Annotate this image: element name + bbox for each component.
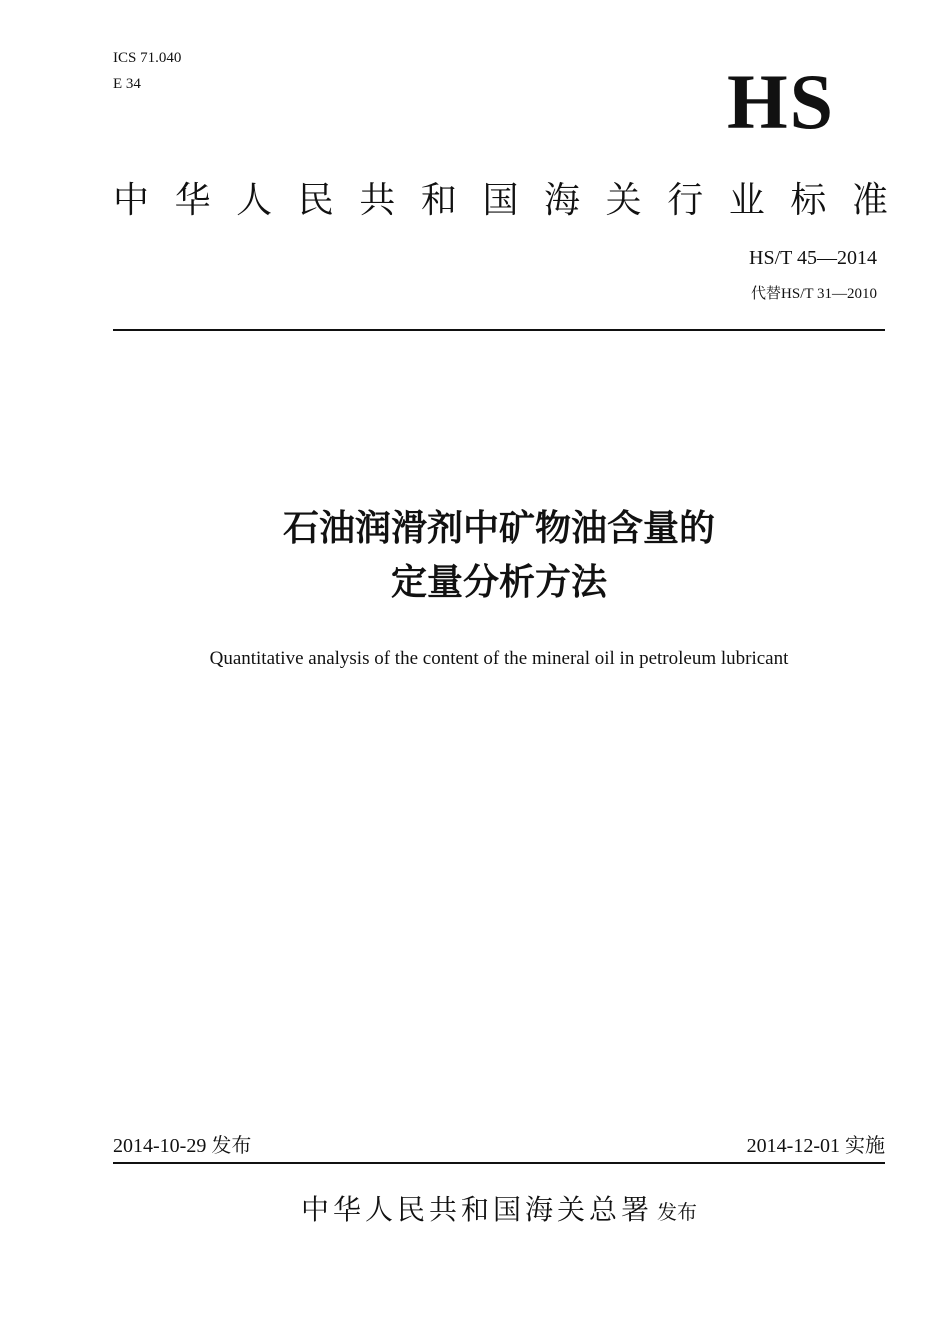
- heading-char: 海: [544, 180, 581, 221]
- header-divider: [113, 329, 885, 331]
- heading-char: 关: [605, 180, 642, 221]
- heading-char: 民: [297, 180, 334, 221]
- heading-char: 准: [851, 180, 888, 221]
- title-english: Quantitative analysis of the content of the mineral oil in petroleum lubricant: [209, 648, 789, 669]
- implementation-date: 2014-12-01 实施: [746, 1135, 885, 1157]
- publisher-name: 中华人民共和国海关总署: [300, 1193, 653, 1226]
- heading-char: 华: [174, 180, 211, 221]
- title-line-1: 石油润滑剂中矿物油含量的: [282, 508, 715, 549]
- replaces-standard: 代替HS/T 31—2010: [751, 286, 877, 302]
- heading-char: 中: [113, 180, 150, 221]
- title-line-2: 定量分析方法: [390, 562, 607, 603]
- title-chinese: [113, 502, 885, 610]
- heading-char: 标: [790, 180, 827, 221]
- heading-char: 共: [359, 180, 396, 221]
- issue-date: 2014-10-29 发布: [113, 1135, 252, 1157]
- heading-char: 国: [482, 180, 519, 221]
- ics-code: ICS 71.040: [113, 50, 182, 66]
- publisher: [113, 1188, 885, 1236]
- publisher-verb: 发布: [657, 1200, 697, 1224]
- hs-logo: HS: [726, 58, 835, 145]
- classification-code: E 34: [113, 76, 141, 92]
- footer-divider: [113, 1162, 885, 1164]
- heading-char: 和: [420, 180, 457, 221]
- heading-char: 行: [667, 180, 704, 221]
- heading-char: 业: [728, 180, 765, 221]
- standard-number: HS/T 45—2014: [749, 247, 877, 269]
- standard-type-heading: [113, 176, 888, 226]
- heading-char: 人: [236, 180, 273, 221]
